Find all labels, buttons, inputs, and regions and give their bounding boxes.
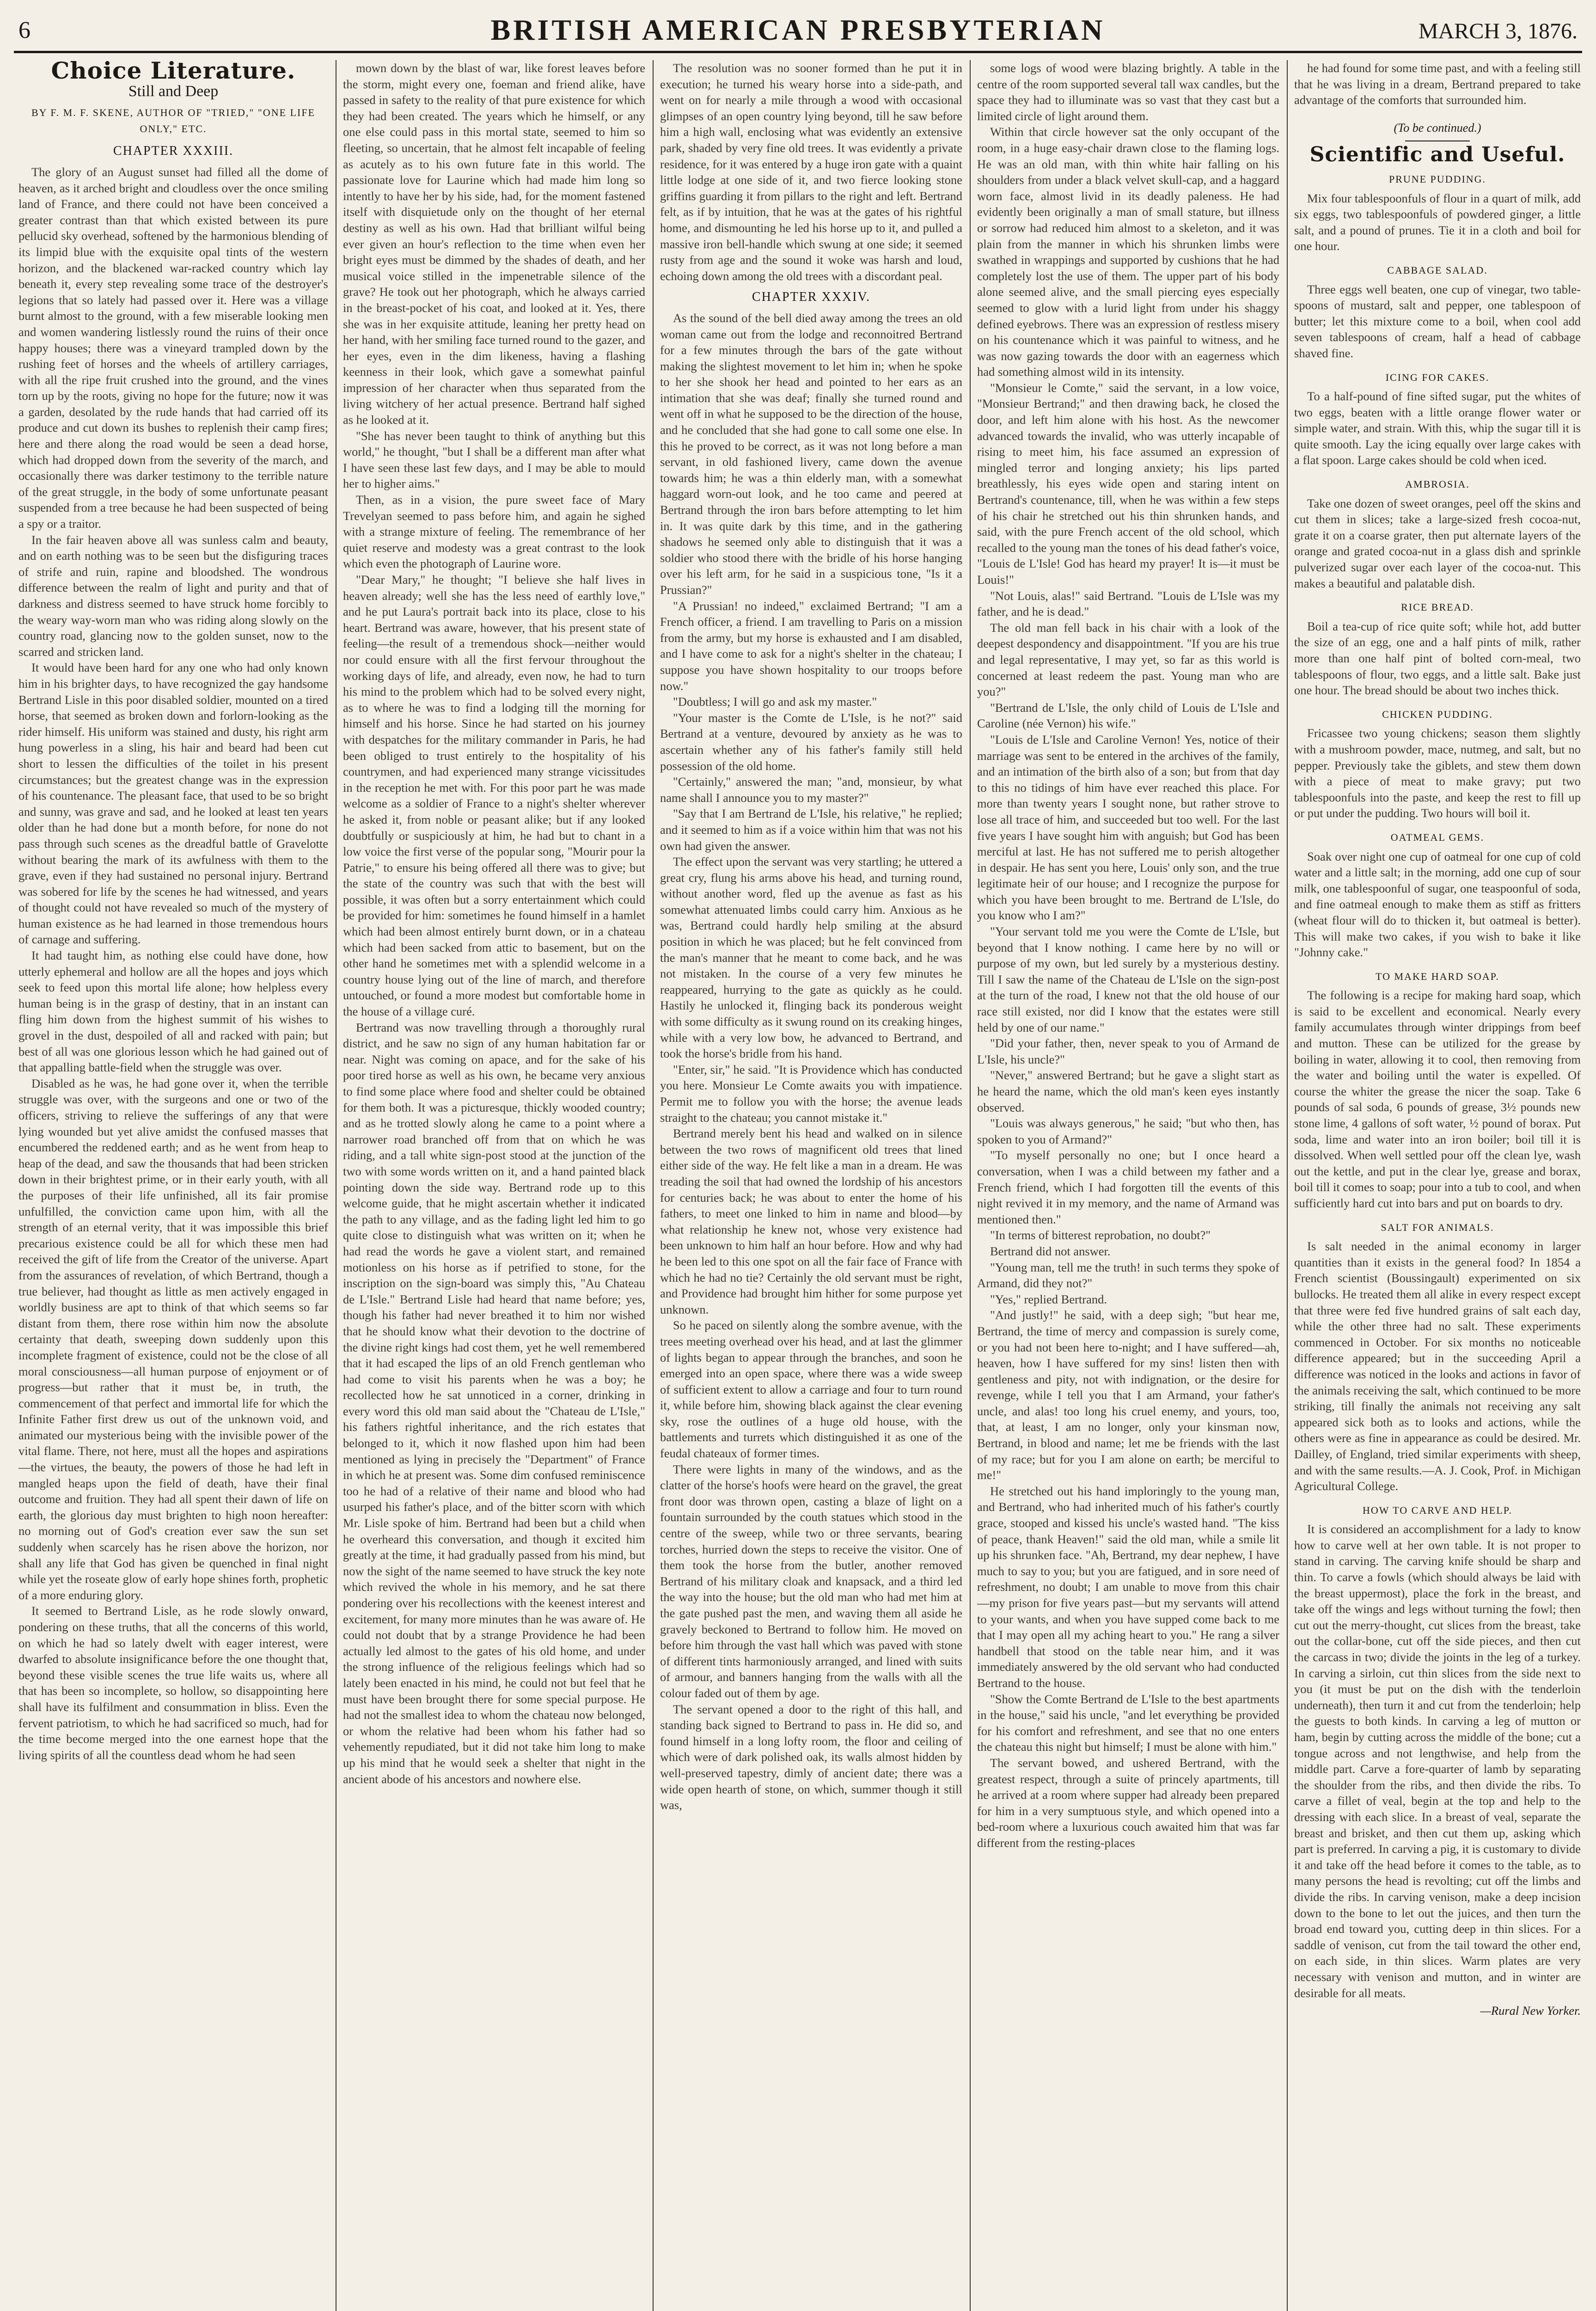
paragraph: "Say that I am Bertrand de L'Isle, his relative," he replied; and it seemed to him as if a voice within him that was not his own had given the answer. [660, 807, 962, 853]
paragraph: In the fair heaven above all was sunless calm and beauty, and on earth nothing was to be seen but the disfiguring traces of strife and ruin, rapine and bloodshed. The wondrous difference between the realm of light and purity and that of darkness and distress seemed to have struck home forcibly to the weary way-worn man who was riding along slowly on the country road, glancing now to the golden sunset, now to the scarred and stricken land. [18, 532, 328, 659]
paragraph: "She has never been taught to think of anything but this world," he thought, "but I shall be a different man after what I have seen these last few days, and I may be able to mould her to higher aims." [343, 428, 645, 491]
author-line: BY F. M. F. SKENE, AUTHOR OF "TRIED," "ONE LIFE ONLY," ETC. [31, 107, 316, 135]
recipe-title: CHICKEN PUDDING. [1382, 708, 1493, 720]
paragraph: mown down by the blast of war, like forest leaves before the storm, might every one, foeman and friend alike, have passed in safety to the reality of that pure existence for which they had been created. The years which he himself, or any one else could pass in this mortal state, seemed to him so fleeting, so uncertain, that he almost felt incapable of feeling as acutely as to his own future fate in this world. The passionate love for Laurine which had made him long so intently to have her by his side, had, for the moment fastened itself with disquietude only on the thought of her eternal destiny as well as his own. Had that brilliant wilful being ever given an hour's reflection to the time when even her bright eyes must be dimmed by the shades of death, and her musical voice stilled in the impenetrable silence of the grave? He took out her photograph, which he always carried in the breast-pocket of his coat, and looked at it. Yes, there she was in her exquisite attitude, leaning her pretty head on her hand, with her smiling face turned round to the gazer, and her eyes, even in the dim likeness, having a flashing keenness in their look, which gave a somewhat painful impression of her character when thus separated from the living witchery of her actual presence. Bertrand half sighed as he looked at it. [343, 61, 645, 427]
section-title-scientific-useful: Scientific and Useful. [1309, 143, 1565, 167]
paragraph: "Enter, sir," he said. "It is Providence which has conducted you here. Monsieur Le Comte awaits you with impatience. Permit me to follow you with the horse; the avenue leads straight to the chateau; you cannot mistake it." [660, 1062, 962, 1125]
recipe-text: Soak over night one cup of oatmeal for one cup of cold water and a little salt; in the morning, add one cup of sour milk, one tablespoonful of sugar, one teaspoonful of soda, and fine oatmeal enough to make them as stiff as fritters (wheat flour will do to thicken it, but oatmeal is better). This will make two cakes, if you wish to bake it like "Johnny cake." [1294, 849, 1581, 960]
paragraph: The old man fell back in his chair with a look of the deepest despondency and disappointment. "If you are his true and legal representative, I may yet, so far as this world is concerned at least redeem the past. Young man who are you?" [977, 620, 1279, 699]
paragraph: Bertrand was now travelling through a thoroughly rural district, and he saw no sign of any human habitation far or near. Night was coming on apace, and for the sake of his poor tired horse as well as his own, he became very anxious to find some place where food and shelter could be obtained for them both. It was a picturesque, thickly wooded country; and as he trotted slowly along he came to a point where a narrower road branched off from that on which he was riding, and a tall white sign-post stood at the junction of the two with some words written on it, and a hand painted black pointing down the side way. Bertrand rode up to this welcome guide, that he might ascertain whether it indicated the path to any village, and as the fading light led him to go quite close to distinguish what was written on it; when he had read the words he gave a violent start, and remained motionless on his horse as if petrified to stone, for the inscription on the sign-board was simply this, "Au Chateau de L'Isle." Bertrand Lisle had heard that name before; yes, though his father had never breathed it to him nor wished that he should know what their devotion to the doctrine of the divine right kings had cost them, yet he well remembered that it had escaped the lips of an old French gentleman who had come to visit his parents when he was a boy; he recollected how he sat unnoticed in a corner, drinking in every word this old man said about the "Chateau de L'Isle," his fathers rightful inheritance, and the rich estates that belonged to it, which it now flashed upon him had been mentioned as lying in precisely the "Department" of France in which he at present was. Some dim confused reminiscence too he had of a relative of their name and blood who had usurped his father's place, and of the bitter scorn with which Mr. Lisle spoke of him. Bertrand had been but a child when he overheard this conversation, and though it excited him greatly at the time, it had gradually passed from his mind, but now the sight of the name seemed to have struck the key note which revived the whole in his memory, and he sat there pondering over his recollections with the keenest interest and excitement, for many more minutes than he was aware of. He could not doubt that by a strange Providence he had been actually led almost to the gates of his old home, and under the strong influence of the religious feelings which had so lately been enacted in his mind, he could not but feel that he must have been brought there for some special purpose. He had not the smallest idea to whom the chateau now belonged, or whom the relative had been whom his father had so vehemently repudiated, but it did not take him long to make up his mind that he would seek a shelter that night in the ancient abode of his ancestors and nowhere else. [343, 1020, 645, 1786]
paragraph: "Show the Comte Bertrand de L'Isle to the best apartments in the house," said his uncle, "and let everything be provided for his comfort and refreshment, and see that no one enters the chateau this night but himself; I must be alone with him." [977, 1692, 1279, 1754]
recipe-text: To a half-pound of fine sifted sugar, put the whites of two eggs, beaten with a little orange flower water or simple water, and strain. With this, whip the sugar till it is quite smooth. Lay the icing equally over large cakes with a flat spoon. Large cakes should be cold when iced. [1294, 389, 1581, 467]
section-title-choice-literature: Choice Literature. [51, 60, 296, 84]
chapter-heading: CHAPTER XXXIII. [113, 144, 234, 159]
recipe-text: Take one dozen of sweet oranges, peel off the skins and cut them in slices; take a large-sized fresh cocoa-nut, grate it on a coarse grater, then put alternate layers of the orange and grated cocoa-nut in a glass dish and sprinkle pulverized sugar over each layer of the cocoa-nut. This makes a beautiful and palatable dish. [1294, 496, 1581, 590]
paragraph: "Certainly," answered the man; "and, monsieur, by what name shall I announce you to my master?" [660, 775, 962, 805]
recipe-title: ICING FOR CAKES. [1385, 371, 1490, 383]
paragraph: There were lights in many of the windows, and as the clatter of the horse's hoofs were heard on the gravel, the great front door was thrown open, casting a blaze of light on a fountain surrounded by the couth statues which stood in the centre of the sweep, while two or three servants, bearing torches, hurried down the steps to receive the visitor. One of them took the horse from the butler, another removed Bertrand of his military cloak and knapsack, and a third led the way into the house; but the old man who had met him at the gate pushed past the men, and waving them all aside he gravely beckoned to Bertrand to follow him. He moved on before him through the vast hall which was paved with stone of different tints harmoniously arranged, and lined with suits of armour, and banners hanging from the walls with all the colour faded out of them by age. [660, 1462, 962, 1700]
paragraph: The servant bowed, and ushered Bertrand, with the greatest respect, through a suite of princely apartments, till he arrived at a room where supper had already been prepared for him in a very sumptuous style, and which opened into a bed-room where a luxurious couch awaited him that was far different from the resting-places [977, 1755, 1279, 1850]
paragraph: "Never," answered Bertrand; but he gave a slight start as he heard the name, which the old man's keen eyes instantly observed. [977, 1068, 1279, 1114]
column-3 [660, 60, 962, 2311]
recipe-text: Mix four tablespoonfuls of flour in a quart of milk, add six eggs, two tablespoonfuls of powdered ginger, a little salt, and a pound of prunes. Tie it in a cloth and boil for one hour. [1294, 191, 1581, 253]
paragraph: "Dear Mary," he thought; "I believe she half lives in heaven already; well she has the less need of earthly love," and he put Laura's portrait back into its place, close to his heart. Bertrand was aware, however, that his present state of feeling—the result of a tremendous shock—neither would nor could ensure with all the first fervour throughout the working days of life, and already, even now, he had to turn his mind to the problem which had to be solved every night, as to where he was to find a lodging till the morning for himself and his horse. Since he had started on his journey with despatches for the military commander in Paris, he had been obliged to trust entirely to the hospitality of his countrymen, and had experienced many strange vicissitudes in the reception he met with. For this poor part he was made welcome as a soldier of France to a night's shelter wherever he asked it, from noble or peasant alike; but if any looked doubtfully or suspiciously at him, he had but to chant in a low voice the first verse of the popular song, "Mourir pour la Patrie," to ensure his being offered all there was to give; but the state of the country was such that with the best will possible, it was often but a sorry entertainment which could be provided for him: sometimes he found himself in a hamlet which had been almost entirely burnt down, or in a chateau which had been sacked from attic to basement, but on the other hand he sometimes met with a splendid welcome in a country house lying out of the line of march, and therefore untouched, or found a more modest but comfortable home in the house of a village curé. [343, 573, 645, 1019]
column-rule [1287, 60, 1288, 2311]
paragraph: "To myself personally no one; but I once heard a conversation, when I was a child between my father and a French friend, which I had forgotten till the events of this night revived it in my memory, and the name of Armand was mentioned then." [977, 1148, 1279, 1226]
recipe-text: The following is a recipe for making hard soap, which is said to be excellent and economical. Nearly every family accumulates through winter drippings from beef and mutton. These can be utilized for the grease by boiling in water, allowing it to cool, then removing from the water and boiling until the water is expelled. Of course the whiter the grease the nicer the soap. Take 6 pounds of sal soda, 6 pounds of grease, 3½ pounds new stone lime, 4 gallons of soft water, ½ pound of borax. Put soda, lime and water into an iron boiler; boil till it is dissolved. When well settled pour off the clean lye, wash out the kettle, and put in the clear lye, grease and borax, boil till it comes to soap; pour into a tub to cool, and when sufficiently hard cut into bars and put on boards to dry. [1294, 988, 1581, 1210]
paragraph: "Yes," replied Bertrand. [990, 1292, 1107, 1306]
column-5 [1294, 60, 1581, 2311]
recipe-text: Three eggs well beaten, one cup of vinegar, two table-spoons of mustard, salt and pepper, one tablespoon of butter; let this mixture come to a boil, when cool add seven tablespoons of cream, half a head of cabbage shaved fine. [1294, 282, 1581, 360]
paragraph: "In terms of bitterest reprobation, no doubt?" [990, 1228, 1211, 1242]
column-rule [970, 60, 971, 2311]
issue-date: MARCH 3, 1876. [1418, 19, 1578, 43]
paragraph: "Did your father, then, never speak to you of Armand de L'Isle, his uncle?" [977, 1036, 1279, 1066]
paragraph: Bertrand did not answer. [990, 1244, 1111, 1258]
recipe-title: TO MAKE HARD SOAP. [1376, 970, 1499, 982]
paragraph: Within that circle however sat the only occupant of the room, in a huge easy-chair drawn close to the flaming logs. He was an old man, with thin white hair falling on his shoulders from under a black velvet skull-cap, and a haggard worn face, almost livid in its deadly paleness. He had evidently been originally a man of small stature, but illness or sorrow had reduced him almost to a skeleton, and it was plain from the manner in which his shrunken limbs were swathed in wrappings and supported by cushions that he had completely lost the use of them. The upper part of his body alone seemed alive, and the small piercing eyes especially seemed to glow with a lurid light from under his shaggy defined eyebrows. There was an expression of restless misery on his countenance which it was painful to witness, and he was now gazing towards the door with an eagerness which had something almost wild in its intensity. [977, 125, 1279, 379]
story-title: Still and Deep [128, 82, 219, 100]
column-4 [977, 60, 1279, 2311]
newspaper-title: BRITISH AMERICAN PRESBYTERIAN [490, 13, 1106, 46]
paragraph: Bertrand merely bent his head and walked on in silence between the two rows of magnificent old trees that lined either side of the way. He felt like a man in a dream. He was treading the soil that had owned the lordship of his ancestors for centuries back; he was about to enter the home of his fathers, to meet one linked to him in name and blood—by what relationship he knew not, whose very existence had been unknown to him half an hour before. How and why had he been led to this one spot on all the fair face of France with which he had no tie? Certainly the old servant must be right, and Providence had brought him hither for some purpose yet unknown. [660, 1126, 962, 1316]
paragraph: He stretched out his hand imploringly to the young man, and Bertrand, who had inherited much of his father's courtly grace, stooped and kissed his uncle's wasted hand. "The kiss of peace, thank Heaven!" said the old man, while a smile lit up his shrunken face. "Ah, Bertrand, my dear nephew, I have much to say to you; but you are fatigued, and in sore need of refreshment, no doubt; I am unable to move from this chair—my prison for five years past—but my servants will attend to your wants, and when you have supped come back to me that I may open all my aching heart to you." He rang a silver handbell that stood on the table near him, and it was immediately answered by the old servant who had conducted Bertrand to the house. [977, 1484, 1279, 1690]
column-1 [18, 60, 328, 2311]
paragraph: "A Prussian! no indeed," exclaimed Bertrand; "I am a French officer, a friend. I am travelling to Paris on a mission from the army, but my horse is exhausted and I am disabled, and I have come to ask for a night's shelter in the chateau; I suppose you have shown hospitality to our troops before now." [660, 599, 962, 693]
recipe-text: It is considered an accomplishment for a lady to know how to carve well at her own table. It is not proper to stand in carving. The carving knife should be sharp and thin. To carve a fowls (which should always be laid with the breast uppermost), place the fork in the breast, and take off the wings and legs without turning the fowl; then cut out the merry-thought, cut slices from the breast, take out the collar-bone, cut off the side pieces, and then cut the carcass in two; divide the joints in the leg of a turkey. In carving a sirloin, cut thin slices from the side next to you (it must be put on the dish with the tenderloin underneath), then turn it and cut from the tenderloin; help the guests to both kinds. In carving a leg of mutton or ham, begin by cutting across the middle of the bone; cut a tongue across and not lengthwise, and help from the middle part. Carve a fore-quarter of lamb by separating the shoulder from the ribs, and then divide the ribs. To carve a fillet of veal, begin at the top and help to the dressing with each slice. In a breast of veal, separate the breast and brisket, and then cut them up, asking which part is preferred. In carving a pig, it is customary to divide it and take off the head before it comes to the table, as to many persons the head is revolting; cut off the limbs and divide the ribs. In carving venison, make a deep incision down to the bone to let out the juices, and then turn the broad end toward you, cutting deep in thin slices. For a saddle of venison, cut from the tail toward the other end, on each side, in thin slices. Warm plates are very necessary with venison and mutton, and in winter are desirable for all meats. [1294, 1522, 1581, 2000]
paragraph: "Monsieur le Comte," said the servant, in a low voice, "Monsieur Bertrand;" and then drawing back, he closed the door, and left him alone with his host. As the newcomer advanced towards the invalid, who was utterly incapable of rising to meet him, his face assumed an expression of mingled terror and longing anxiety; his lips parted breathlessly, his eyes wide open and staring intent on Bertrand's countenance, till, when he was within a few steps of his chair he stretched out his thin shrunken hands, and said, with the pure French accent of the old school, which recalled to the young man the tones of his dead father's voice, "Louis de L'Isle! God has heard my prayer! It is—it must be Louis!" [977, 380, 1279, 587]
recipe-title: OATMEAL GEMS. [1390, 831, 1485, 843]
paragraph: he had found for some time past, and with a feeling still that he was living in a dream, Bertrand prepared to take advantage of the comforts that surrounded him. [1294, 61, 1581, 107]
masthead [14, 10, 1582, 53]
paragraph: As the sound of the bell died away among the trees an old woman came out from the lodge and reconnoitred Bertrand for a few minutes through the bars of the gate without making the slightest movement to let him in; when he spoke to her she shook her head and pointed to her ears as an intimation that she was deaf; finally she turned round and went off in what he supposed to be the direction of the house, and he concluded that she had gone to call some one else. In this he proved to be correct, as it was not long before a man servant, in old fashioned livery, came down the avenue towards him; he was a thin elderly man, with a somewhat haggard worn-out look, and he too came and peered at Bertrand through the iron bars before attempting to let him in. It was quite dark by this time, and in the gathering shadows he seemed only able to distinguish that it was a soldier who stood there with the bridle of his horse hanging over his left arm, for he said in a suspicious tone, "Is it a Prussian?" [660, 311, 962, 597]
recipe-text: Boil a tea-cup of rice quite soft; while hot, add butter the size of an egg, one and a half pints of milk, rather more than one half pint of bolted corn-meal, two tablespoons of flour, two eggs, and a little salt. Bake just one hour. The bread should be about two inches thick. [1294, 619, 1581, 697]
paragraph: The glory of an August sunset had filled all the dome of heaven, as it arched bright and cloudless over the once smiling land of France, and there could not have been conceived a greater contrast than that which existed between its pure pellucid sky overhead, softened by the harmonious blending of its limpid blue with the exquisite opal tints of the western horizon, and the blackened war-racked country which lay beneath it, every step revealing some trace of the destroyer's legions that so lately had passed over it. Here was a village burnt almost to the ground, with a few miserable looking men and women wandering listlessly round the ruins of their once happy houses; there was a vineyard trampled down by the rushing feet of horses and the wheels of artillery carriages, with all the ripe fruit crushed into the ground, and the vines torn up by the roots, giving no hope for the future; now it was a garden, desolated by the rude hands that had carried off its produce and cut down its bushes to replenish their camp fires; here and there along the road would be seen a dead horse, which had dropped down from the severity of the march, and occasionally there was darker testimony to the terrible nature of the great struggle, in the body of some unfortunate peasant suspended from a tree because he had been suspected of being a spy or a traitor. [18, 165, 328, 531]
page-number: 6 [18, 17, 31, 43]
recipe-title: PRUNE PUDDING. [1388, 173, 1486, 185]
paragraph: "Louis was always generous," he said; "but who then, has spoken to you of Armand?" [977, 1116, 1279, 1146]
recipe-text: Fricassee two young chickens; season them slightly with a mushroom powder, mace, nutmeg, and salt, but no pepper. Previously take the giblets, and stew them down with a piece of meat to make gravy; put two tablespoonfuls into the paste, and keep the rest to fill up or put under the pudding. Two hours will boil it. [1294, 726, 1581, 820]
recipe-title: AMBROSIA. [1405, 478, 1470, 490]
paragraph: The resolution was no sooner formed than he put it in execution; he turned his weary horse into a side-path, and went on for nearly a mile through a wood with occasional glimpses of an open country lying beyond, till he saw before him a high wall, enclosing what was evidently an extensive park, shaded by very fine old trees. It was evidently a private residence, for it was entered by a huge iron gate with a quaint little lodge at one side of it, and two fierce looking stone griffins guarding it from pillars to the right and left. Bertrand felt, as if by intuition, that he was at the gates of his rightful home, and dismounting he led his horse up to it, and pulled a massive iron bell-handle which swung at one side; it seemed rusty from age and the sound it woke was harsh and loud, echoing down among the old trees with a discordant peal. [660, 61, 962, 283]
paragraph: "Young man, tell me the truth! in such terms they spoke of Armand, did they not?" [977, 1260, 1279, 1290]
paragraph: It had taught him, as nothing else could have done, how utterly ephemeral and hollow are all the hopes and joys which seek to feed upon this mortal life alone; how helpless every human being is in the grasp of destiny, that in an instant can fling him down from the highest summit of his wishes to grovel in the dust, despoiled of all and racked with pain; but best of all was one glorious lesson which he had gained out of that appalling battle-field when the struggle was over. [18, 948, 328, 1075]
recipe-title: SALT FOR ANIMALS. [1381, 1221, 1494, 1233]
paragraph: Then, as in a vision, the pure sweet face of Mary Trevelyan seemed to pass before him, and again he sighed with a strange mixture of feeling. The remembrance of her quiet reserve and modesty was a great contrast to the look which even the photograph of Laurine wore. [343, 493, 645, 571]
recipe-text: Is salt needed in the animal economy in larger quantities than it exists in the general food? In 1854 a French scientist (Boussingault) experimented on six bullocks. He treated them all alike in every respect except that three were fed five hundred grains of salt each day, while the other three had no salt. These experiments commenced in October. For six months no noticeable difference appeared; but in the succeeding April a difference was noticed in the looks and actions in favor of the animals receiving the salt, which continued to be more striking, till finally the animals not receiving any salt appeared sick both as to looks and actions, while the others were as fine in appearance as could be desired. Mr. Dailley, of England, tried similar experiments with sheep, and with the same results.—A. J. Cook, Prof. in Michigan Agricultural College. [1294, 1239, 1581, 1493]
paragraph: "Your servant told me you were the Comte de L'Isle, but beyond that I know nothing. I came here by no will or purpose of my own, but led surely by a mysterious destiny. Till I saw the name of the Chateau de L'Isle on the sign-post at the turn of the road, I knew not that the old house of our race still existed, nor did I know that the estates were still held by one of our name." [977, 924, 1279, 1034]
paragraph: "And justly!" he said, with a deep sigh; "but hear me, Bertrand, the time of mercy and compassion is surely come, or you had not been here to-night; and I have suffered—ah, heaven, how I have suffered for my sins! listen then with gentleness and pity, not with indignation, or the desire for revenge, while I tell you that I am Armand, your father's uncle, and alas! too long his cruel enemy, and yours, too, that, at least, I am no longer, only your kinsman now, Bertrand, in blood and name; let me be friends with the last of my race; but for you I am alone on earth; be merciful to me!" [977, 1308, 1279, 1482]
column-rule [653, 60, 654, 2311]
paragraph: "Not Louis, alas!" said Bertrand. "Louis de L'Isle was my father, and he is dead." [977, 588, 1279, 619]
column-2 [343, 60, 645, 2311]
paragraph: So he paced on silently along the sombre avenue, with the trees meeting overhead over his head, and at last the glimmer of lights began to appear through the branches, and soon he emerged into an open space, where there was a wide sweep of sufficient extent to allow a carriage and four to turn round it, while before him, showing black against the clear evening sky, rose the outlines of a huge old house, with the battlements and turrets which distinguished it as one of the feudal chateaux of former times. [660, 1318, 962, 1461]
paragraph: "Doubtless; I will go and ask my master." [673, 695, 877, 709]
chapter-heading: CHAPTER XXXIV. [752, 290, 871, 305]
paragraph: It seemed to Bertrand Lisle, as he rode slowly onward, pondering on these truths, that all the concerns of this world, on which he had so lately dwelt with eager interest, were dwarfed to absolute insignificance before the one thought that, beyond these visible scenes the true life waits us, where all that has been so incomplete, so hollow, so disappointing here shall have its fulfilment and consummation in bliss. Even the fervent patriotism, to which he had sacrificed so much, had for the time become merged into the one earnest hope that the living spirits of all the countless dead whom he had seen [18, 1604, 328, 1762]
recipe-title: HOW TO CARVE AND HELP. [1363, 1504, 1512, 1516]
paragraph: "Louis de L'Isle and Caroline Vernon! Yes, notice of their marriage was sent to be entered in the archives of the family, and an intimation of the birth also of a son; but from that day to this no tidings of him have ever reached this place. For more than twenty years I sought none, but rather strove to lose all trace of him, and succeeded but too well. For the last five years I have sought him with anguish; but God has been merciful at last. He has not suffered me to perish altogether in despair. He has sent you here, Louis' only son, and the true legitimate heir of our house; and I recognize the purpose for which you have been brought to me. Bertrand de L'Isle, do you know who I am?" [977, 732, 1279, 923]
paragraph: "Bertrand de L'Isle, the only child of Louis de L'Isle and Caroline (née Vernon) his wife." [977, 700, 1279, 731]
paragraph: It would have been hard for any one who had only known him in his brighter days, to have recognized the gay handsome Bertrand Lisle in this poor disabled soldier, mounted on a tired horse, that seemed as broken down and forlorn-looking as the rider himself. His uniform was stained and dusty, his right arm hung powerless in a sling, his hair and beard had been cut short to lessen the difficulties of the toilet in his present circumstances; but the greatest change was in the expression of his countenance. The pleasant face, that used to be so bright and sunny, was grave and sad, and he looked at least ten years older than he had done but a month before, for none do not pass through such scenes as the dreadful battle of Gravelotte without bearing the mark of its awfulness with them to the grave, even if they had sustained no personal injury. Bertrand was sobered for life by the scenes he had witnessed, and years of thought could not have revealed so much of the mystery of human existence as he had learned in those tremendous hours of carnage and suffering. [18, 660, 328, 947]
byline: —Rural New Yorker. [1480, 2004, 1581, 2018]
paragraph: "Your master is the Comte de L'Isle, is he not?" said Bertrand at a venture, devoured by anxiety as he was to ascertain whether any of his father's family still held possession of the old home. [660, 710, 962, 773]
recipe-title: RICE BREAD. [1401, 601, 1474, 613]
paragraph: Disabled as he was, he had gone over it, when the terrible struggle was over, with the surgeons and one or two of the officers, striving to relieve the sufferings of any that were lying wounded but yet alive amidst the confused masses that encumbered the reddened earth; and as he went from heap to heap of the dead, and saw the thousands that had been stricken down in their brightest prime, or in their early youth, with all the purposes of their life unfinished, all its fair promise unfulfilled, the conviction came upon him, with all the strength of an eternal verity, that it was impossible this brief precarious existence could be all for which these men had received the gift of life from the Creator of the universe. Apart from the assurances of revelation, of which Bertrand, though a true believer, had thought as little as men actively engaged in worldly business are apt to think of that which seems so far distant from them, there rose within him now the absolute certainty that death, sweeping down suddenly upon this incomplete fragment of existence, could not be the close of all moral consciousness—all human purpose of enjoyment or of progress—but rather that it must be, in truth, the commencement of that perfect and immortal life for which the Infinite Father first drew us out of the unknown void, and animated our mysterious being with the invisible power of the vital flame. There, not here, must all the hopes and aspirations—the virtues, the beauty, the powers of those he had left in mangled heaps upon the field of death, have their final outcome and fruition. They had all spent their dawn of life on earth, the glorious day must brighten to high noon hereafter: no morning out of God's creation ever saw the sun set suddenly when scarcely has he risen above the horizon, nor shall any life that God has given be quenched in final night while yet the roseate glow of early hope shines forth, prophetic of a more enduring glory. [18, 1076, 328, 1602]
paragraph: some logs of wood were blazing brightly. A table in the centre of the room supported several tall wax candles, but the space they had to illuminate was so vast that they cast but a limited circle of light around them. [977, 61, 1279, 123]
to-be-continued: (To be continued.) [1394, 121, 1481, 135]
recipe-title: CABBAGE SALAD. [1387, 264, 1488, 276]
paragraph: The servant opened a door to the right of this hall, and standing back signed to Bertrand to pass in. He did so, and found himself in a long lofty room, the floor and ceiling of which were of dark polished oak, its walls almost hidden by well-preserved tapestry, dimly of ancient date; there was a wide open hearth of stone, on which, summer though it still was, [660, 1702, 962, 1812]
paragraph: The effect upon the servant was very startling; he uttered a great cry, flung his arms above his head, and turning round, without another word, fled up the avenue as fast as his somewhat attenuated limbs could carry him. Anxious as he was, Bertrand could hardly help smiling at the absurd position in which he was placed; but he felt convinced from the man's manner that he meant to come back, and he was not mistaken. In the course of a very few minutes he reappeared, hurrying to the gate as quickly as he could. Hastily he unlocked it, flinging back its ponderous weight with some difficulty as it swung round on its creaking hinges, while with a very low bow, he advanced to Bertrand, and took the horse's bridle from his hand. [660, 855, 962, 1061]
